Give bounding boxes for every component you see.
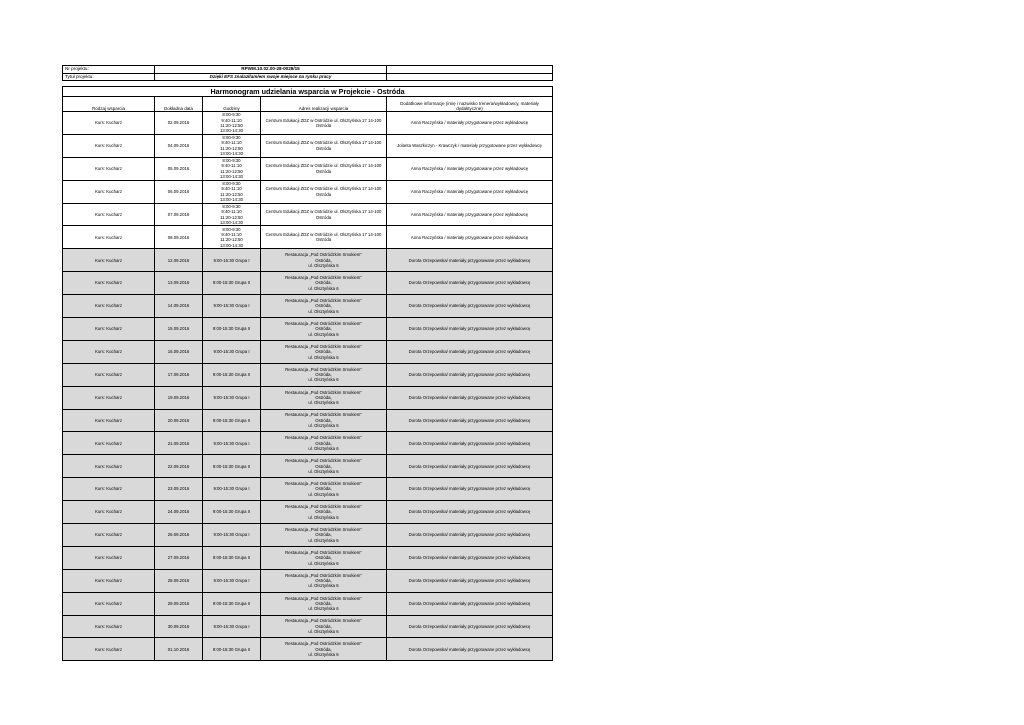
date-cell: 06.09.2016 [155,180,203,203]
support-type-cell: Kurs: Kucharz [63,226,155,249]
table-row [63,501,553,524]
info-cell: Anna Raczyńska / materiały przygotowane przez wykładowcę [387,180,553,203]
hours-cell: 9:00-15:30 Grupa II [203,455,261,478]
project-title-empty [387,73,553,81]
address-cell: Restauracja „Pod Ostródzkim Smokiem” Ostróda, ul. Olsztyńska 6 [261,249,387,272]
schedule-table [62,86,553,661]
info-cell: Dorota Orzepowska/ materiały przygotowane przez wykładowcę [387,432,553,455]
hours-cell: 9:00-15:30 Grupa I [203,615,261,638]
support-type-cell: Kurs: Kucharz [63,157,155,180]
support-type-cell: Kurs: Kucharz [63,340,155,363]
table-row [63,524,553,547]
info-cell: Jolanta Waszkiczyn - Krawczyk / materiały przygotowane przez wykładowcę [387,134,553,157]
address-cell: Centrum Edukacji ZDZ w Ostródzie ul. Olsztyńska 17 14-100 Ostróda [261,226,387,249]
info-cell: Anna Raczyńska / materiały przygotowane przez wykładowcę [387,203,553,226]
table-row [63,592,553,615]
info-cell: Dorota Orzepowska/ materiały przygotowane przez wykładowcę [387,249,553,272]
column-header-hours: Godziny [203,97,261,112]
hours-cell: 9:00-15:30 Grupa II [203,409,261,432]
column-header-date: Dokładna data [155,97,203,112]
date-cell: 02.09.2016 [155,112,203,135]
project-title-label: Tytuł projektu: [63,73,155,81]
support-type-cell: Kurs: Kucharz [63,203,155,226]
table-row [63,157,553,180]
table-row [63,249,553,272]
address-cell: Restauracja „Pod Ostródzkim Smokiem” Ostróda, ul. Olsztyńska 6 [261,638,387,661]
date-cell: 21.09.2016 [155,432,203,455]
hours-cell: 9:00-15:30 Grupa I [203,569,261,592]
date-cell: 12.09.2016 [155,249,203,272]
date-cell: 13.09.2016 [155,272,203,295]
table-row [63,134,553,157]
address-cell: Restauracja „Pod Ostródzkim Smokiem” Ostróda, ul. Olsztyńska 6 [261,363,387,386]
date-cell: 08.09.2016 [155,226,203,249]
table-row [63,455,553,478]
hours-cell: 9:00-15:30 Grupa I [203,386,261,409]
schedule-title-row [63,87,553,97]
address-cell: Restauracja „Pod Ostródzkim Smokiem” Ostróda, ul. Olsztyńska 6 [261,478,387,501]
info-cell: Dorota Orzepowska/ materiały przygotowane przez wykładowcę [387,524,553,547]
info-cell: Dorota Orzepowska/ materiały przygotowane przez wykładowcę [387,546,553,569]
address-cell: Restauracja „Pod Ostródzkim Smokiem” Ostróda, ul. Olsztyńska 6 [261,615,387,638]
support-type-cell: Kurs: Kucharz [63,432,155,455]
date-cell: 04.09.2016 [155,134,203,157]
date-cell: 14.09.2016 [155,295,203,318]
project-number-empty [387,66,553,74]
table-row [63,318,553,341]
address-cell: Restauracja „Pod Ostródzkim Smokiem” Ostróda, ul. Olsztyńska 6 [261,432,387,455]
table-row [63,112,553,135]
info-cell: Dorota Orzepowska/ materiały przygotowane przez wykładowcę [387,638,553,661]
date-cell: 05.09.2016 [155,157,203,180]
hours-cell: 9:00-15:30 Grupa II [203,546,261,569]
address-cell: Restauracja „Pod Ostródzkim Smokiem” Ostróda, ul. Olsztyńska 6 [261,592,387,615]
support-type-cell: Kurs: Kucharz [63,295,155,318]
support-type-cell: Kurs: Kucharz [63,180,155,203]
address-cell: Restauracja „Pod Ostródzkim Smokiem” Ostróda, ul. Olsztyńska 6 [261,386,387,409]
project-info-table [62,65,553,81]
date-cell: 07.09.2016 [155,203,203,226]
date-cell: 01.10.2016 [155,638,203,661]
date-cell: 24.09.2016 [155,501,203,524]
address-cell: Restauracja „Pod Ostródzkim Smokiem” Ostróda, ul. Olsztyńska 6 [261,272,387,295]
info-cell: Dorota Orzepowska/ materiały przygotowane przez wykładowcę [387,501,553,524]
hours-cell: 9:00-15:30 Grupa II [203,592,261,615]
date-cell: 19.09.2016 [155,386,203,409]
date-cell: 16.09.2016 [155,340,203,363]
info-cell: Dorota Orzepowska/ materiały przygotowane przez wykładowcę [387,569,553,592]
address-cell: Centrum Edukacji ZDZ w Ostródzie ul. Olsztyńska 17 14-100 Ostróda [261,157,387,180]
hours-cell: 9:00-15:30 Grupa I [203,524,261,547]
support-type-cell: Kurs: Kucharz [63,569,155,592]
address-cell: Restauracja „Pod Ostródzkim Smokiem” Ostróda, ul. Olsztyńska 6 [261,318,387,341]
table-row [63,363,553,386]
hours-cell: 8:00-9:30 9:40-11:10 11:20-12:50 13:00-14:30 [203,226,261,249]
info-cell: Anna Raczyńska / materiały przygotowane przez wykładowcę [387,226,553,249]
hours-cell: 9:00-15:30 Grupa II [203,318,261,341]
project-number-row [63,66,553,74]
hours-cell: 9:00-15:30 Grupa II [203,501,261,524]
support-type-cell: Kurs: Kucharz [63,524,155,547]
support-type-cell: Kurs: Kucharz [63,318,155,341]
hours-cell: 8:00-9:30 9:40-11:10 11:20-12:50 13:00-14:30 [203,112,261,135]
date-cell: 30.09.2016 [155,615,203,638]
table-row [63,203,553,226]
support-type-cell: Kurs: Kucharz [63,249,155,272]
table-row [63,615,553,638]
support-type-cell: Kurs: Kucharz [63,134,155,157]
info-cell: Dorota Orzepowska/ materiały przygotowane przez wykładowcę [387,409,553,432]
column-header-info: Dodatkowe informacje (imię i nazwisko trenera/wykładowcy, materiały dydaktyczne) [387,97,553,112]
date-cell: 27.09.2016 [155,546,203,569]
hours-cell: 9:00-15:30 Grupa I [203,478,261,501]
info-cell: Dorota Orzepowska/ materiały przygotowane przez wykładowcę [387,318,553,341]
table-row [63,638,553,661]
project-number-value: RPWM.10.02.00-28-0028/15 [155,66,387,74]
project-title-value: Dzięki EFS znalazł/am/em swoje miejsce na rynku pracy [155,73,387,81]
address-cell: Restauracja „Pod Ostródzkim Smokiem” Ostróda, ul. Olsztyńska 6 [261,524,387,547]
address-cell: Restauracja „Pod Ostródzkim Smokiem” Ostróda, ul. Olsztyńska 6 [261,546,387,569]
column-header-address: Adres realizacji wsparcia [261,97,387,112]
info-cell: Dorota Orzepowska/ materiały przygotowane przez wykładowcę [387,363,553,386]
table-row [63,180,553,203]
info-cell: Anna Raczyńska / materiały przygotowane przez wykładowcę [387,157,553,180]
info-cell: Dorota Orzepowska/ materiały przygotowane przez wykładowcę [387,272,553,295]
schedule-header-row [63,97,553,112]
table-row [63,409,553,432]
project-number-label: Nr projektu: [63,66,155,74]
date-cell: 17.09.2016 [155,363,203,386]
hours-cell: 8:00-9:30 9:40-11:10 11:20-12:50 13:00-14:30 [203,157,261,180]
info-cell: Dorota Orzepowska/ materiały przygotowane przez wykładowcę [387,615,553,638]
support-type-cell: Kurs: Kucharz [63,592,155,615]
project-title-row [63,73,553,81]
support-type-cell: Kurs: Kucharz [63,363,155,386]
support-type-cell: Kurs: Kucharz [63,386,155,409]
support-type-cell: Kurs: Kucharz [63,272,155,295]
info-cell: Dorota Orzepowska/ materiały przygotowane przez wykładowcę [387,295,553,318]
address-cell: Restauracja „Pod Ostródzkim Smokiem” Ostróda, ul. Olsztyńska 6 [261,295,387,318]
support-type-cell: Kurs: Kucharz [63,409,155,432]
info-cell: Dorota Orzepowska/ materiały przygotowane przez wykładowcę [387,340,553,363]
table-row [63,272,553,295]
hours-cell: 9:00-15:30 Grupa I [203,249,261,272]
address-cell: Centrum Edukacji ZDZ w Ostródzie ul. Olsztyńska 17 14-100 Ostróda [261,203,387,226]
address-cell: Restauracja „Pod Ostródzkim Smokiem” Ostróda, ul. Olsztyńska 6 [261,409,387,432]
date-cell: 22.09.2016 [155,455,203,478]
hours-cell: 9:00-15:30 Grupa I [203,340,261,363]
info-cell: Dorota Orzepowska/ materiały przygotowane przez wykładowcę [387,478,553,501]
hours-cell: 9:00-15:30 Grupa II [203,638,261,661]
support-type-cell: Kurs: Kucharz [63,112,155,135]
date-cell: 29.09.2016 [155,592,203,615]
address-cell: Restauracja „Pod Ostródzkim Smokiem” Ostróda, ul. Olsztyńska 6 [261,340,387,363]
hours-cell: 9:00-15:30 Grupa II [203,363,261,386]
hours-cell: 8:00-9:30 9:40-11:10 11:20-12:50 13:00-14:30 [203,180,261,203]
support-type-cell: Kurs: Kucharz [63,455,155,478]
address-cell: Restauracja „Pod Ostródzkim Smokiem” Ostróda, ul. Olsztyńska 6 [261,455,387,478]
info-cell: Dorota Orzepowska/ materiały przygotowane przez wykładowcę [387,455,553,478]
address-cell: Centrum Edukacji ZDZ w Ostródzie ul. Olsztyńska 17 14-100 Ostróda [261,180,387,203]
schedule-title: Harmonogram udzielania wsparcia w Projekcie - Ostróda [63,87,553,97]
table-row [63,478,553,501]
support-type-cell: Kurs: Kucharz [63,638,155,661]
hours-cell: 9:00-15:30 Grupa I [203,295,261,318]
address-cell: Centrum Edukacji ZDZ w Ostródzie ul. Olsztyńska 17 14-100 Ostróda [261,112,387,135]
hours-cell: 9:00-15:30 Grupa I [203,432,261,455]
table-row [63,432,553,455]
date-cell: 28.09.2016 [155,569,203,592]
address-cell: Centrum Edukacji ZDZ w Ostródzie ul. Olsztyńska 17 14-100 Ostróda [261,134,387,157]
table-row [63,569,553,592]
support-type-cell: Kurs: Kucharz [63,478,155,501]
address-cell: Restauracja „Pod Ostródzkim Smokiem” Ostróda, ul. Olsztyńska 6 [261,501,387,524]
info-cell: Dorota Orzepowska/ materiały przygotowane przez wykładowcę [387,386,553,409]
support-type-cell: Kurs: Kucharz [63,501,155,524]
table-row [63,226,553,249]
table-row [63,546,553,569]
support-type-cell: Kurs: Kucharz [63,546,155,569]
table-row [63,340,553,363]
table-row [63,295,553,318]
info-cell: Anna Raczyńska / materiały przygotowane przez wykładowcę [387,112,553,135]
hours-cell: 9:00-15:30 Grupa II [203,272,261,295]
info-cell: Dorota Orzepowska/ materiały przygotowane przez wykładowcę [387,592,553,615]
hours-cell: 8:00-9:30 9:40-11:10 11:20-12:50 13:00-14:30 [203,134,261,157]
date-cell: 20.09.2016 [155,409,203,432]
date-cell: 15.09.2016 [155,318,203,341]
address-cell: Restauracja „Pod Ostródzkim Smokiem” Ostróda, ul. Olsztyńska 6 [261,569,387,592]
table-row [63,386,553,409]
support-type-cell: Kurs: Kucharz [63,615,155,638]
date-cell: 23.09.2016 [155,478,203,501]
column-header-type: Rodzaj wsparcia [63,97,155,112]
hours-cell: 8:00-9:30 9:40-11:10 11:20-12:50 13:00-14:30 [203,203,261,226]
date-cell: 26.09.2016 [155,524,203,547]
